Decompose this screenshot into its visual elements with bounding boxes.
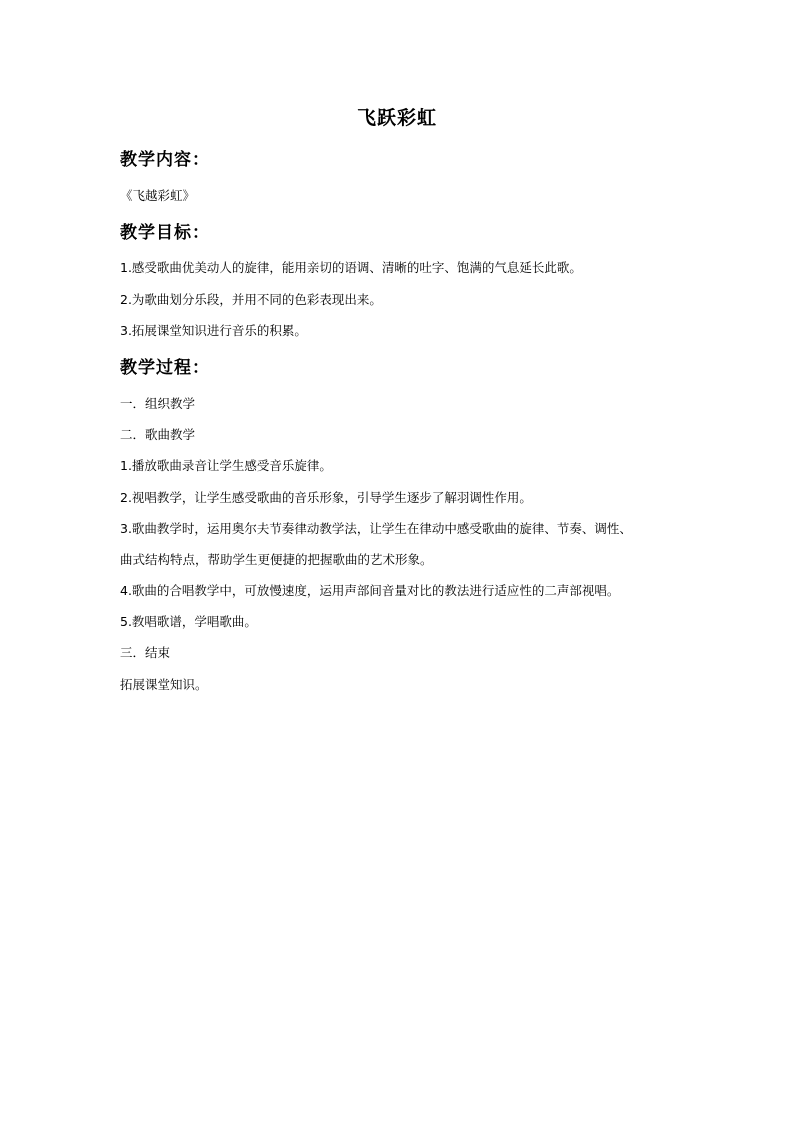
section-heading-process: 教学过程： <box>120 358 210 378</box>
objective-line-3: 3.拓展课堂知识进行音乐的积累。 <box>120 323 307 338</box>
process-line-10: 拓展课堂知识。 <box>120 677 208 692</box>
section-heading-objectives: 教学目标： <box>120 223 210 243</box>
content-line: 《飞越彩虹》 <box>120 188 196 203</box>
process-line-9: 三．结束 <box>120 645 171 660</box>
process-line-7: 4.歌曲的合唱教学中，可放慢速度，运用声部间音量对比的教法进行适应性的二声部视唱。 <box>120 583 620 598</box>
objective-line-2: 2.为歌曲划分乐段，并用不同的色彩表现出来。 <box>120 292 382 307</box>
process-line-8: 5.教唱歌谱，学唱歌曲。 <box>120 614 257 629</box>
process-line-5: 3.歌曲教学时，运用奥尔夫节奏律动教学法，让学生在律动中感受歌曲的旋律、节奏、调性、 <box>120 521 632 536</box>
process-line-3: 1.播放歌曲录音让学生感受音乐旋律。 <box>120 458 332 473</box>
process-line-2: 二．歌曲教学 <box>120 427 196 442</box>
document-title: 飞跃彩虹 <box>356 107 437 129</box>
process-line-1: 一．组织教学 <box>120 396 196 411</box>
process-line-4: 2.视唱教学，让学生感受歌曲的音乐形象，引导学生逐步了解羽调性作用。 <box>120 490 532 505</box>
objective-line-1: 1.感受歌曲优美动人的旋律，能用亲切的语调、清晰的吐字、饱满的气息延长此歌。 <box>120 260 582 275</box>
process-line-6: 曲式结构特点，帮助学生更便捷的把握歌曲的艺术形象。 <box>120 552 433 567</box>
section-heading-content: 教学内容： <box>120 150 210 170</box>
